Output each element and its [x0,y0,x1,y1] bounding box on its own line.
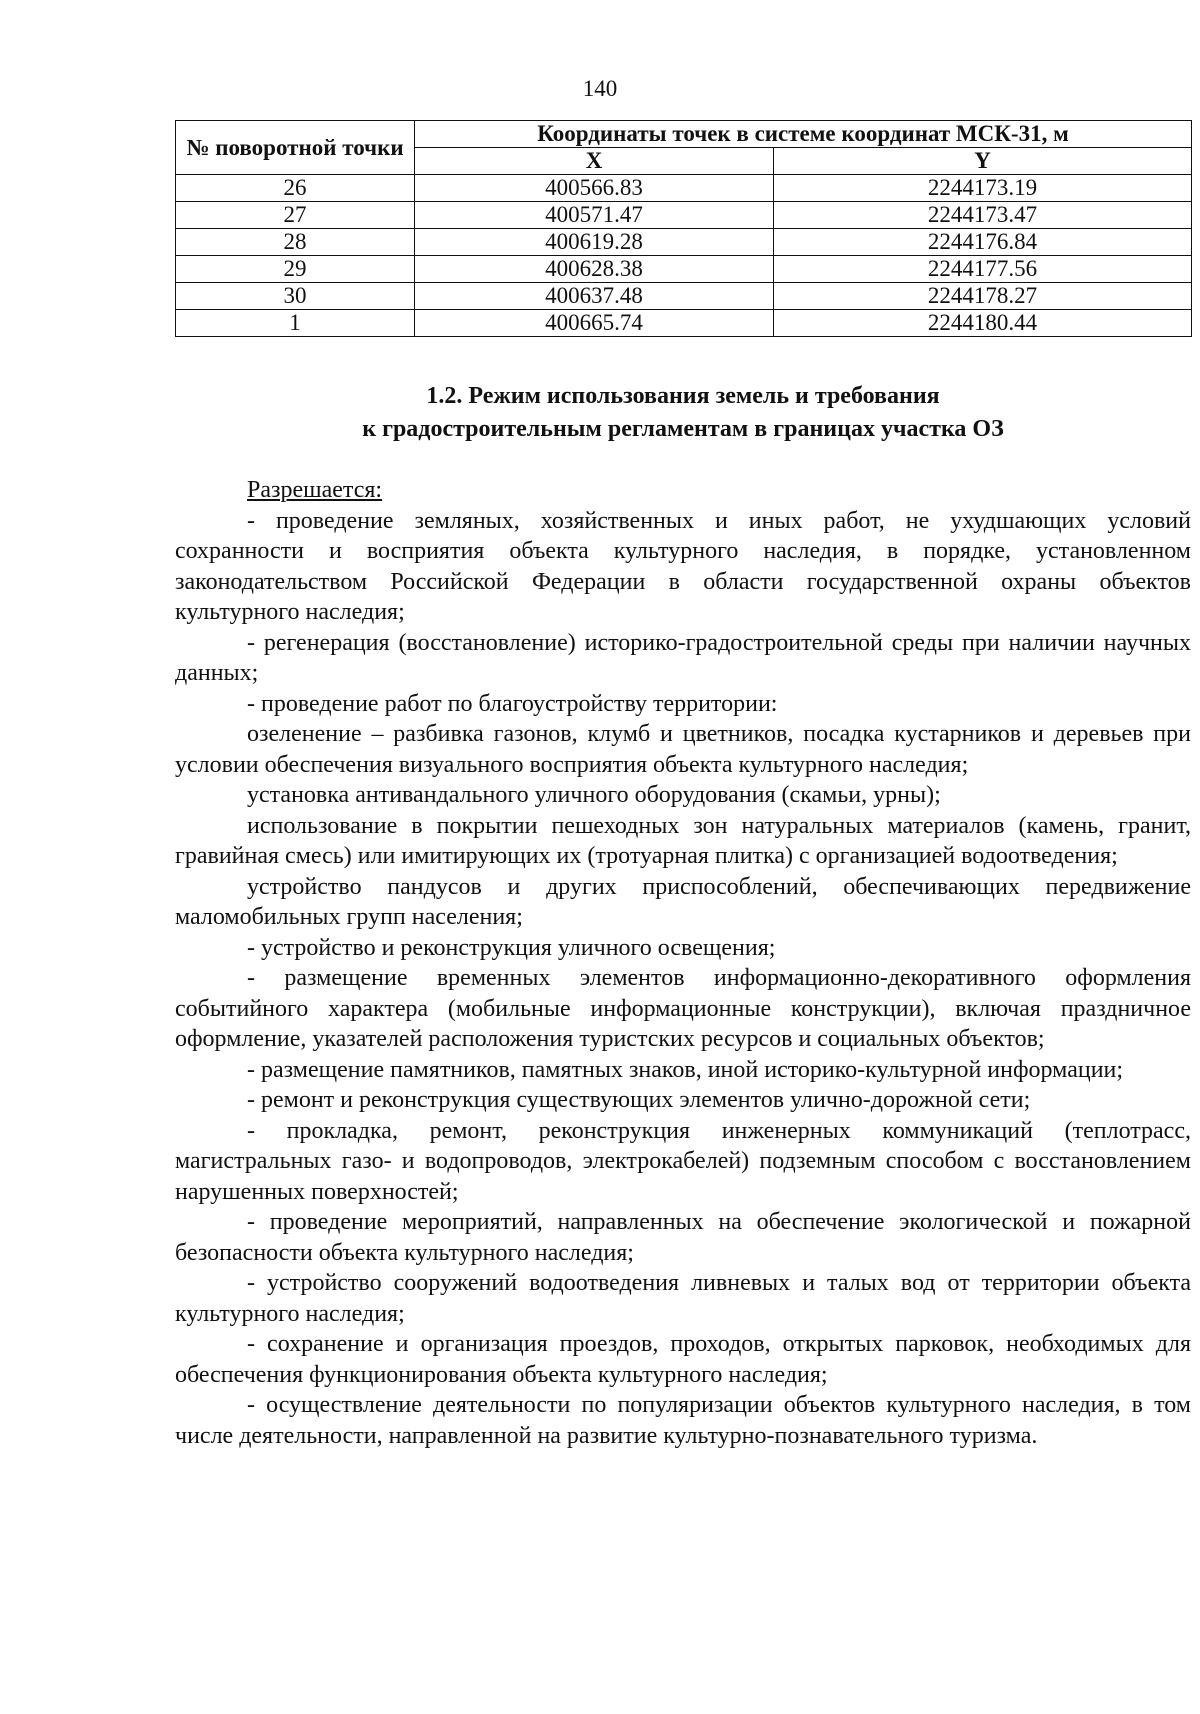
paragraph: - устройство сооружений водоотведения ливневых и талых вод от территории объекта культурного наследия; [175,1270,1191,1327]
paragraph: - проведение мероприятий, направленных на обеспечение экологической и пожарной безопасности объекта культурного наследия; [175,1209,1191,1266]
cell-x: 400665.74 [415,310,774,337]
header-coordinates: Координаты точек в системе координат МСК-31, м [415,121,1192,148]
paragraph: - сохранение и организация проездов, проходов, открытых парковок, необходимых для обеспечения функционирования объекта культурного наследия; [175,1331,1191,1388]
table-row [176,229,1192,256]
header-x: X [415,148,774,175]
section-title-line: к градостроительным регламентам в границах участка ОЗ [362,416,1004,442]
header-y: Y [774,148,1192,175]
cell-y: 2244177.56 [774,256,1192,283]
section-title-line: 1.2. Режим использования земель и требования [426,383,940,409]
section-title [175,380,1191,446]
paragraph: - размещение временных элементов информационно-декоративного оформления событийного характера (мобильные информационные конструкции), включая праздничное оформление, указателей расположения туристских ресурсов и социальных объектов; [175,965,1191,1052]
cell-x: 400566.83 [415,175,774,202]
paragraph: - прокладка, ремонт, реконструкция инженерных коммуникаций (теплотрасс, магистральных газо- и водопроводов, электрокабелей) подземным способом с восстановлением нарушенных поверхностей; [175,1117,1191,1205]
cell-y: 2244173.47 [774,202,1192,229]
table-row [176,175,1192,202]
cell-x: 400628.38 [415,256,774,283]
cell-x: 400619.28 [415,229,774,256]
paragraph: озеленение – разбивка газонов, клумб и цветников, посадка кустарников и деревьев при условии обеспечения визуального восприятия объекта культурного наследия; [175,721,1191,778]
cell-x: 400637.48 [415,283,774,310]
table-row [176,310,1192,337]
cell-point: 26 [176,175,415,202]
coordinates-table [175,120,1192,337]
allowed-heading: Разрешается: [247,477,383,503]
cell-y: 2244178.27 [774,283,1192,310]
cell-y: 2244180.44 [774,310,1192,337]
table-row [176,202,1192,229]
cell-point: 27 [176,202,415,229]
header-point-number: № поворотной точки [176,121,415,175]
paragraph: - устройство и реконструкция уличного освещения; [247,934,776,961]
cell-x: 400571.47 [415,202,774,229]
cell-point: 1 [176,310,415,337]
paragraph: использование в покрытии пешеходных зон натуральных материалов (камень, гранит, гравийная смесь) или имитирующих их (тротуарная плитка) с организацией водоотведения; [175,812,1191,869]
cell-point: 29 [176,256,415,283]
paragraph: - регенерация (восстановление) историко-градостроительной среды при наличии научных данных; [175,629,1191,686]
paragraph: установка антивандального уличного оборудования (скамьи, урны); [247,782,941,808]
paragraph: - проведение земляных, хозяйственных и иных работ, не ухудшающих условий сохранности и восприятия объекта культурного наследия, в порядке, установленном законодательством Российской Федерации в области государственной охраны объектов культурного наследия; [175,507,1191,625]
paragraph: - осуществление деятельности по популяризации объектов культурного наследия, в том числе деятельности, направленной на развитие культурно-познавательного туризма. [175,1392,1191,1449]
cell-y: 2244173.19 [774,175,1192,202]
paragraph: - проведение работ по благоустройству территории: [247,690,778,717]
paragraph: - размещение памятников, памятных знаков, иной историко-культурной информации; [247,1056,1124,1083]
paragraph: устройство пандусов и других приспособлений, обеспечивающих передвижение маломобильных групп населения; [175,873,1191,930]
body-text [175,475,1191,1451]
table-row [176,283,1192,310]
paragraph: - ремонт и реконструкция существующих элементов улично-дорожной сети; [247,1087,1031,1113]
cell-point: 28 [176,229,415,256]
table-row [176,256,1192,283]
cell-y: 2244176.84 [774,229,1192,256]
page-number: 140 [582,76,618,101]
cell-point: 30 [176,283,415,310]
